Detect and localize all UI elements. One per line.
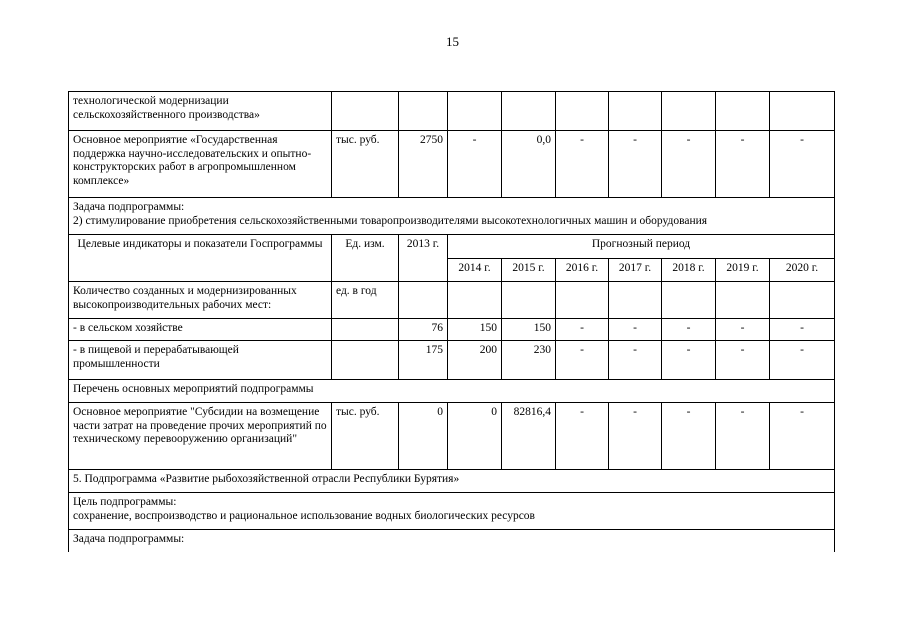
cell-unit: ед. в год: [332, 282, 399, 319]
header-2016: 2016 г.: [556, 259, 609, 282]
subprogram-title: 5. Подпрограмма «Развитие рыбохозяйственной отрасли Республики Бурятия»: [69, 470, 835, 493]
cell-2019: -: [716, 131, 770, 198]
table-row: [69, 131, 835, 198]
cell-2013: 0: [399, 403, 448, 470]
cell-2013: 175: [399, 341, 448, 380]
header-row: [69, 235, 835, 259]
cell-2015: 82816,4: [502, 403, 556, 470]
header-2014: 2014 г.: [448, 259, 502, 282]
cell-name: - в сельском хозяйстве: [69, 319, 332, 341]
cell-2016: -: [556, 131, 609, 198]
cell-2017: -: [609, 403, 662, 470]
cell-2018: -: [662, 341, 716, 380]
cell-2019: -: [716, 403, 770, 470]
cell-2014: 150: [448, 319, 502, 341]
cell-2016: -: [556, 341, 609, 380]
section-row: [69, 470, 835, 493]
cell-2017: -: [609, 319, 662, 341]
cell-2016: -: [556, 319, 609, 341]
cell-2018: -: [662, 403, 716, 470]
page-number: 15: [446, 34, 459, 49]
header-2018: 2018 г.: [662, 259, 716, 282]
cell-name: Основное мероприятие "Субсидии на возмещение части затрат на проведение прочих мероприятий по техническому перевооружению организаций": [69, 403, 332, 470]
cell-2019: -: [716, 341, 770, 380]
task-text: 2) стимулирование приобретения сельскохозяйственными товаропроизводителями высокотехнологичных машин и оборудования: [73, 214, 708, 227]
cell-2020: -: [770, 131, 835, 198]
cell-2020: -: [770, 319, 835, 341]
header-2019: 2019 г.: [716, 259, 770, 282]
cell-2017: -: [609, 341, 662, 380]
header-forecast: Прогнозный период: [448, 235, 835, 259]
cell-name: - в пищевой и перерабатывающей промышленности: [69, 341, 332, 380]
table-row: [69, 282, 835, 319]
cell-2017: -: [609, 131, 662, 198]
cell-2015: 230: [502, 341, 556, 380]
cell-2014: 200: [448, 341, 502, 380]
table-row: [69, 341, 835, 380]
table-row: [69, 403, 835, 470]
goal-text: сохранение, воспроизводство и рациональное использование водных биологических ресурсов: [73, 509, 535, 522]
cell-2020: -: [770, 341, 835, 380]
cell-2014: 0: [448, 403, 502, 470]
cell-name: Основное мероприятие «Государственная поддержка научно-исследовательских и опытно-конструкторских работ в агропромышленном комплексе»: [69, 131, 332, 198]
subprogram-table: [68, 91, 835, 552]
cell-name: технологической модернизации сельскохозяйственного производства»: [69, 92, 332, 131]
cell-2013: 2750: [399, 131, 448, 198]
section-title: Перечень основных мероприятий подпрограммы: [69, 380, 835, 403]
header-unit: Ед. изм.: [332, 235, 399, 282]
task-row: [69, 530, 835, 552]
cell-2018: -: [662, 319, 716, 341]
header-2017: 2017 г.: [609, 259, 662, 282]
cell-unit: тыс. руб.: [332, 131, 399, 198]
goal-row: [69, 493, 835, 530]
task-title: Задача подпрограммы:: [73, 533, 185, 545]
cell-unit: тыс. руб.: [332, 403, 399, 470]
section-row: [69, 380, 835, 403]
cell-2013: 76: [399, 319, 448, 341]
cell-2016: -: [556, 403, 609, 470]
cell-2019: -: [716, 319, 770, 341]
header-2013: 2013 г.: [399, 235, 448, 282]
task-title: Задача подпрограммы:: [73, 201, 185, 213]
cell-2020: -: [770, 403, 835, 470]
header-2020: 2020 г.: [770, 259, 835, 282]
table-row: [69, 92, 835, 131]
cell-2018: -: [662, 131, 716, 198]
goal-title: Цель подпрограммы:: [73, 496, 177, 508]
cell-2015: 150: [502, 319, 556, 341]
cell-2015: 0,0: [502, 131, 556, 198]
cell-name: Количество созданных и модернизированных высокопроизводительных рабочих мест:: [69, 282, 332, 319]
header-2015: 2015 г.: [502, 259, 556, 282]
header-indicators: Целевые индикаторы и показатели Госпрограммы: [69, 235, 332, 282]
cell-2014: -: [448, 131, 502, 198]
table-row: [69, 319, 835, 341]
task-row: [69, 198, 835, 235]
